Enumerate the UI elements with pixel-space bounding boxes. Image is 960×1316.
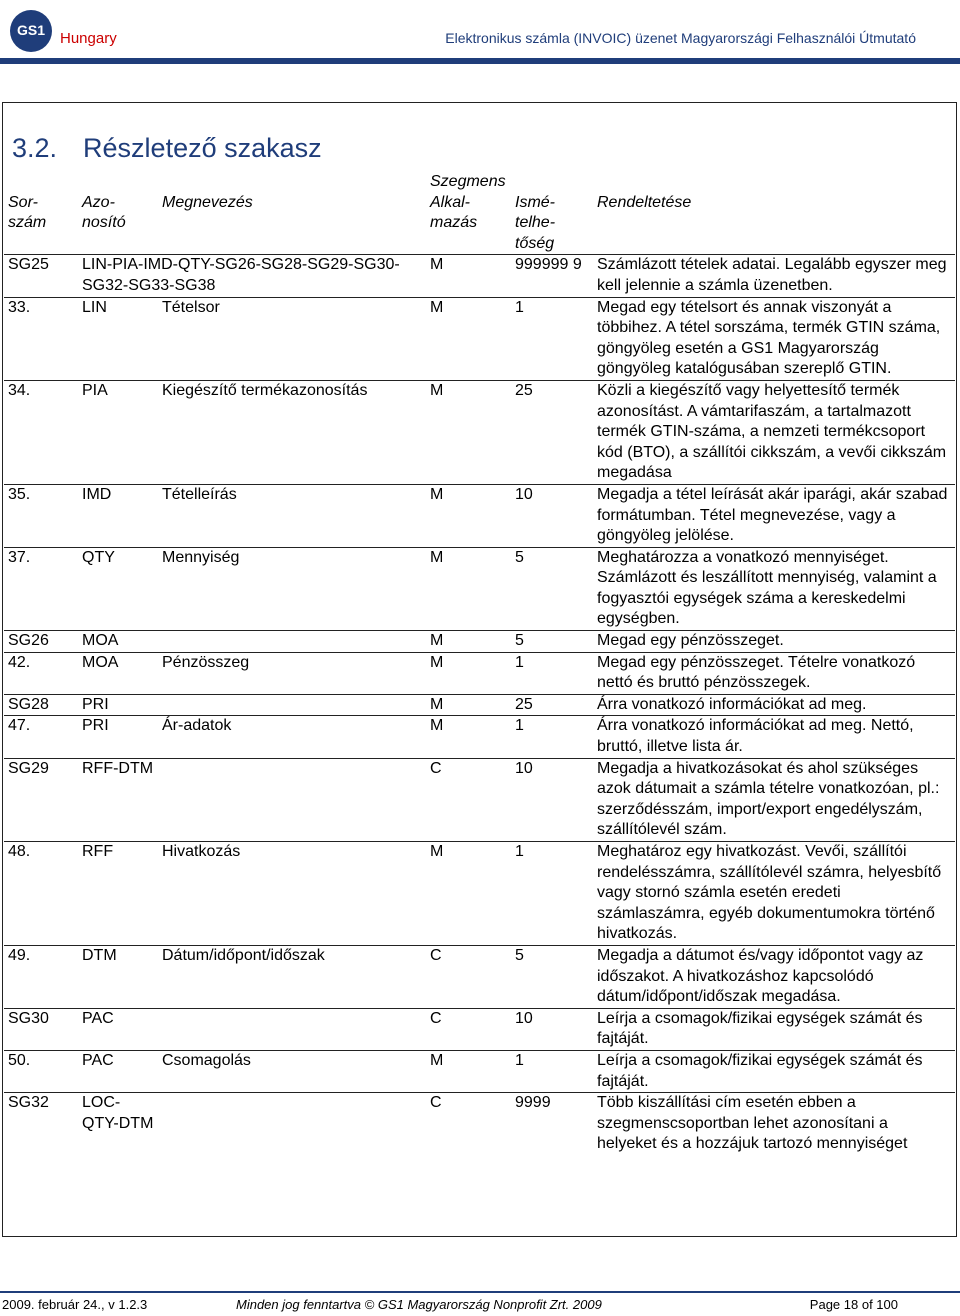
row-description: Számlázott tételek adatai. Legalább egyszer meg kell jelennie a számla üzenetben. <box>593 255 955 297</box>
row-name: Hivatkozás <box>158 842 426 946</box>
table-row <box>4 1008 955 1050</box>
row-description: Megad egy pénzösszeget. <box>593 631 955 653</box>
header-segment-group: Szegmens <box>430 173 506 190</box>
row-name: Tételleírás <box>158 484 426 547</box>
row-repetition: 10 <box>511 484 593 547</box>
row-identifier: IMD <box>78 484 158 547</box>
row-description: Közli a kiegészítő vagy helyettesítő termék azonosítást. A vámtarifaszám, a tartalmazott termék GTIN-száma, a nemzeti termékcsoport kód (BTO), a szállítói cikkszám, a vevői cikkszám megadása <box>593 380 955 484</box>
header-alkalmazas: Alkal- mazás <box>430 193 478 232</box>
row-description: Árra vonatkozó információkat ad meg. Nettó, bruttó, illetve lista ár. <box>593 716 955 758</box>
table-row <box>4 547 955 630</box>
table-row <box>4 1050 955 1092</box>
row-number: 49. <box>4 945 78 1008</box>
row-number: 47. <box>4 716 78 758</box>
segment-table <box>4 172 955 1155</box>
row-status: C <box>426 1008 511 1050</box>
row-status: M <box>426 842 511 946</box>
row-number: 33. <box>4 297 78 380</box>
row-description: Leírja a csomagok/fizikai egységek számát és fajtáját. <box>593 1008 955 1050</box>
row-description: Meghatároz egy hivatkozást. Vevői, szállítói rendelésszámra, szállítólevél számra, helyesbítő vagy stornó számla esetén eredeti számlaszámra, egyéb dokumentumokra történő hivatkozás. <box>593 842 955 946</box>
row-name <box>158 1093 426 1155</box>
table-row <box>4 255 955 297</box>
table-row <box>4 631 955 653</box>
header-divider <box>0 58 960 64</box>
row-name <box>158 1008 426 1050</box>
row-name: Kiegészítő termékazonosítás <box>158 380 426 484</box>
row-status: M <box>426 1050 511 1092</box>
table-row <box>4 694 955 716</box>
row-number: SG29 <box>4 758 78 841</box>
row-name: Ár-adatok <box>158 716 426 758</box>
row-repetition: 1 <box>511 842 593 946</box>
row-name: Dátum/időpont/időszak <box>158 945 426 1008</box>
row-number: SG30 <box>4 1008 78 1050</box>
row-description: Megadja a hivatkozásokat és ahol szükséges azok dátumait a számla tételre vonatkozóan, pl.: szerződésszám, import/export engedélyszám, szállítólevél szám. <box>593 758 955 841</box>
header-megnevezes: Megnevezés <box>162 193 253 211</box>
row-number: SG26 <box>4 631 78 653</box>
row-repetition: 1 <box>511 652 593 694</box>
row-repetition: 5 <box>511 631 593 653</box>
row-identifier: PAC <box>78 1008 158 1050</box>
row-identifier: PIA <box>78 380 158 484</box>
row-description: Árra vonatkozó információkat ad meg. <box>593 694 955 716</box>
row-name: Tételsor <box>158 297 426 380</box>
document-title: Elektronikus számla (INVOIC) üzenet Magyarországi Felhasználói Útmutató <box>445 30 916 46</box>
table-row <box>4 716 955 758</box>
footer-divider <box>0 1291 960 1293</box>
footer-copyright: Minden jog fenntartva © GS1 Magyarország Nonprofit Zrt. 2009 <box>236 1297 602 1312</box>
row-number: 48. <box>4 842 78 946</box>
row-identifier: QTY <box>78 547 158 630</box>
row-description: Több kiszállítási cím esetén ebben a szegmenscsoportban lehet azonosítani a helyeket és a hozzájuk tartozó mennyiséget <box>593 1093 955 1155</box>
table-row <box>4 652 955 694</box>
row-status: M <box>426 694 511 716</box>
row-number: SG32 <box>4 1093 78 1155</box>
header-azonosito: Azo- nosító <box>82 193 126 232</box>
row-repetition: 1 <box>511 1050 593 1092</box>
row-repetition: 9999 <box>511 1093 593 1155</box>
row-name: Mennyiség <box>158 547 426 630</box>
row-identifier: PRI <box>78 694 158 716</box>
brand-name: Hungary <box>60 30 117 47</box>
row-status: M <box>426 652 511 694</box>
row-identifier: LIN <box>78 297 158 380</box>
row-identifier: RFF <box>78 842 158 946</box>
row-identifier: MOA <box>78 631 158 653</box>
row-repetition: 25 <box>511 694 593 716</box>
row-status: C <box>426 758 511 841</box>
row-number: SG28 <box>4 694 78 716</box>
header-row <box>4 193 955 255</box>
row-identifier: DTM <box>78 945 158 1008</box>
section-title: Részletező szakasz <box>83 133 322 163</box>
row-name: Csomagolás <box>158 1050 426 1092</box>
row-description: Megad egy pénzösszeget. Tételre vonatkozó nettó és bruttó pénzösszegek. <box>593 652 955 694</box>
row-status: C <box>426 945 511 1008</box>
row-identifier: LIN-PIA-IMD-QTY-SG26-SG28-SG29-SG30-SG32-SG33-SG38 <box>78 255 426 297</box>
row-repetition: 1 <box>511 716 593 758</box>
row-repetition: 5 <box>511 547 593 630</box>
table-row <box>4 842 955 946</box>
row-identifier: PAC <box>78 1050 158 1092</box>
row-identifier: RFF-DTM <box>78 758 158 841</box>
section-number: 3.2. <box>12 133 58 163</box>
row-number: SG25 <box>4 255 78 297</box>
row-repetition: 25 <box>511 380 593 484</box>
row-number: 42. <box>4 652 78 694</box>
row-status: M <box>426 297 511 380</box>
row-status: C <box>426 1093 511 1155</box>
row-name <box>158 694 426 716</box>
row-repetition: 10 <box>511 758 593 841</box>
row-number: 34. <box>4 380 78 484</box>
row-description: Leírja a csomagok/fizikai egységek számát és fajtáját. <box>593 1050 955 1092</box>
row-status: M <box>426 255 511 297</box>
table-row <box>4 1093 955 1155</box>
row-status: M <box>426 716 511 758</box>
row-description: Meghatározza a vonatkozó mennyiséget. Számlázott és leszállított mennyiség, valamint a fogyasztói egységek száma a kereskedelmi egységben. <box>593 547 955 630</box>
row-repetition: 10 <box>511 1008 593 1050</box>
header-ismetelhetoseg: Ismé- telhe- tőség <box>515 193 556 252</box>
table-row <box>4 380 955 484</box>
page-header <box>0 0 960 80</box>
gs1-logo-icon <box>10 10 52 52</box>
row-description: Megadja a dátumot és/vagy időpontot vagy az időszakot. A hivatkozáshoz kapcsolódó dátum/időpont/időszak megadása. <box>593 945 955 1008</box>
table-row <box>4 297 955 380</box>
footer-date: 2009. február 24., v 1.2.3 <box>2 1297 148 1312</box>
table-row <box>4 758 955 841</box>
row-number: 35. <box>4 484 78 547</box>
row-repetition: 999999 9 <box>511 255 593 297</box>
row-name <box>158 758 426 841</box>
row-identifier: MOA <box>78 652 158 694</box>
row-name <box>158 631 426 653</box>
header-sorszam: Sor- szám <box>8 193 47 232</box>
row-status: M <box>426 631 511 653</box>
row-number: 50. <box>4 1050 78 1092</box>
row-status: M <box>426 484 511 547</box>
row-identifier: LOC-QTY-DTM <box>78 1093 158 1155</box>
header-rendeltetese: Rendeltetése <box>597 193 692 211</box>
logo-text: GS1 <box>16 22 45 38</box>
table-row <box>4 484 955 547</box>
row-identifier: PRI <box>78 716 158 758</box>
row-description: Megad egy tételsort és annak viszonyát a többihez. A tétel sorszáma, termék GTIN száma, göngyöleg esetén a GS1 Magyarország göngyöleg katalógusában szereplő GTIN. <box>593 297 955 380</box>
row-description: Megadja a tétel leírását akár iparági, akár szabad formátumban. Tétel megnevezése, vagy a göngyöleg jelölése. <box>593 484 955 547</box>
row-repetition: 5 <box>511 945 593 1008</box>
row-number: 37. <box>4 547 78 630</box>
section-heading <box>12 133 322 164</box>
table-row <box>4 945 955 1008</box>
footer-page-number: Page 18 of 100 <box>809 1297 898 1312</box>
row-repetition: 1 <box>511 297 593 380</box>
row-status: M <box>426 380 511 484</box>
row-name: Pénzösszeg <box>158 652 426 694</box>
row-status: M <box>426 547 511 630</box>
